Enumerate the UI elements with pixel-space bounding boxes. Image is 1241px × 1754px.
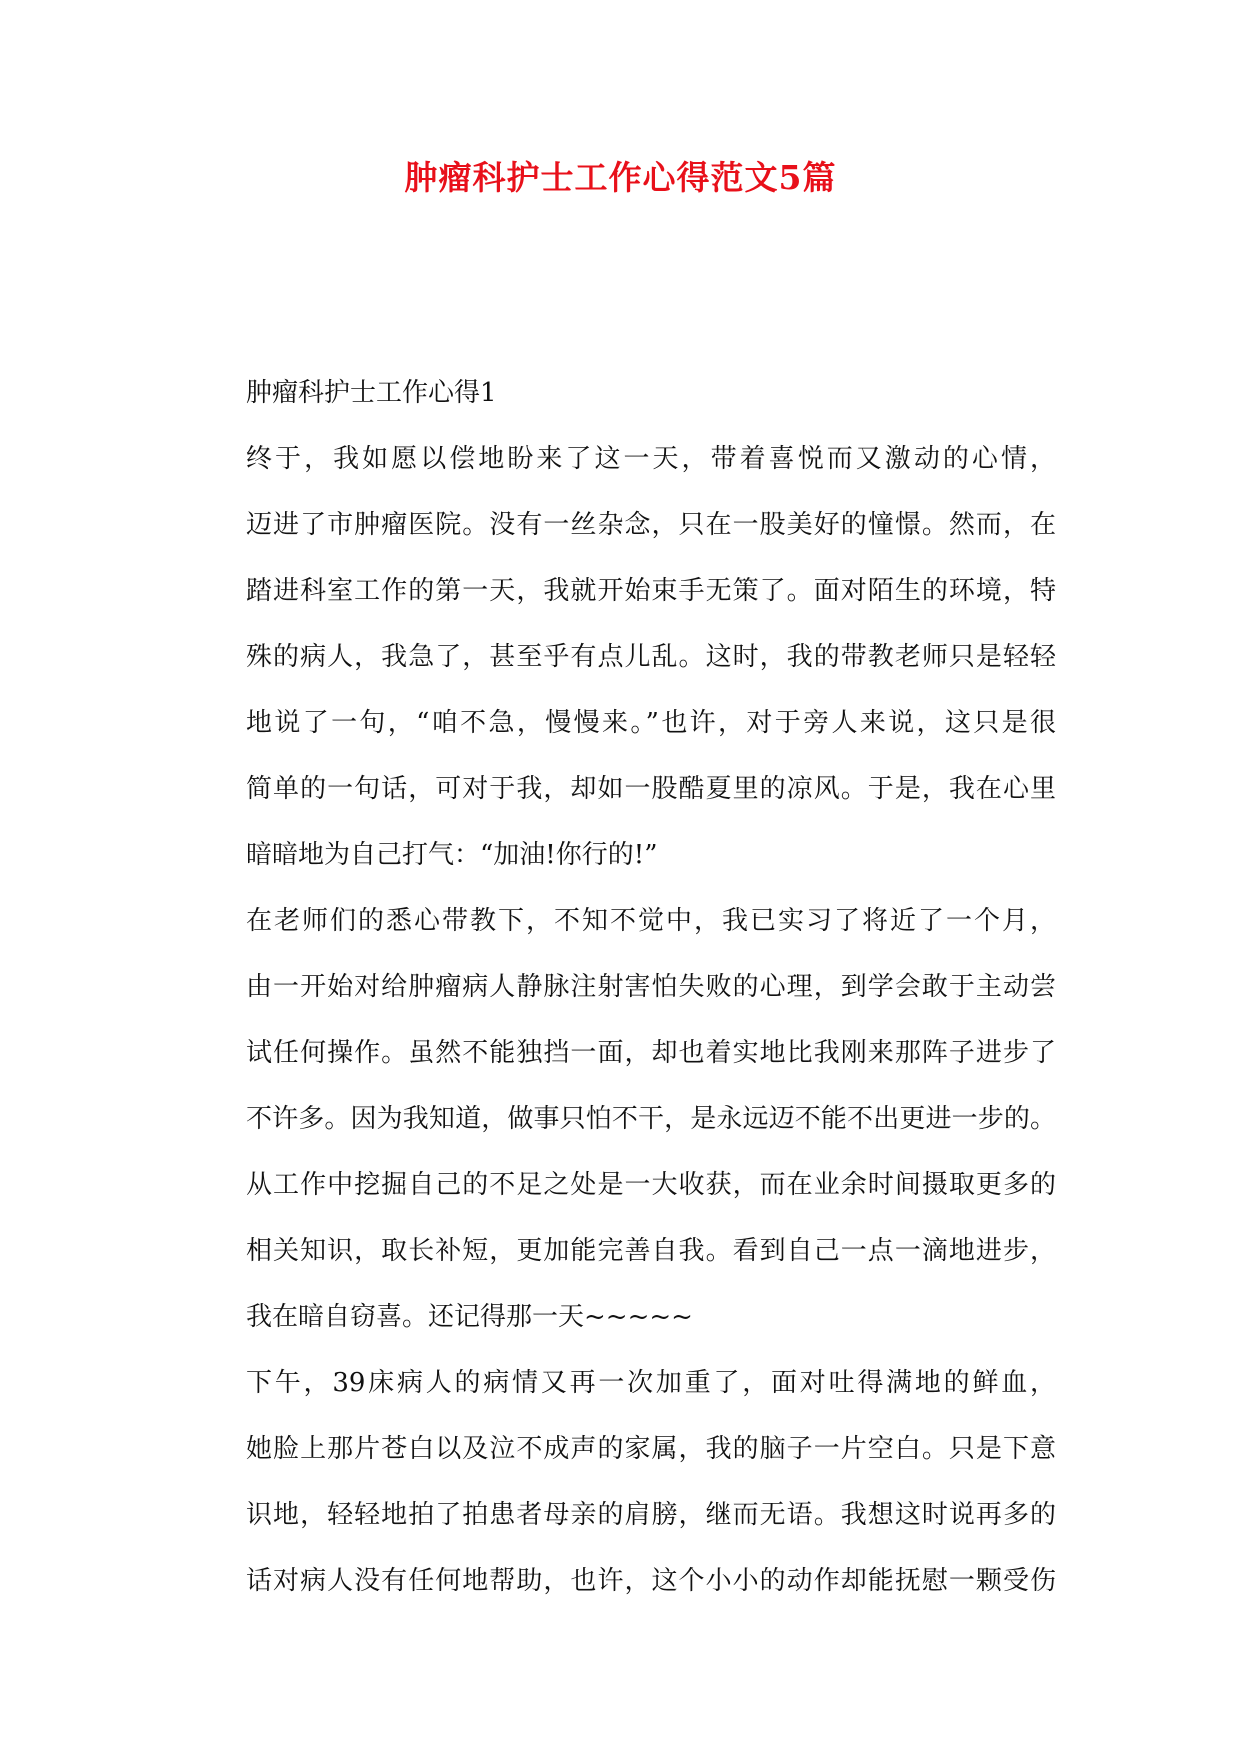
paragraph-1	[190, 426, 1056, 888]
paragraph-3	[190, 1350, 1056, 1614]
text-line: 她脸上那片苍白以及泣不成声的家属，我的脑子一片空白。只是下意	[246, 1434, 1056, 1464]
text-line: 试任何操作。虽然不能独挡一面，却也着实地比我刚来那阵子进步了	[246, 1038, 1056, 1068]
paragraph-2	[190, 888, 1056, 1350]
text-line: 不许多。因为我知道，做事只怕不干，是永远迈不能不出更进一步的。	[246, 1104, 1056, 1134]
section-heading: 肿瘤科护士工作心得1	[246, 378, 497, 408]
text-line: 迈进了市肿瘤医院。没有一丝杂念，只在一股美好的憧憬。然而，在	[246, 510, 1056, 540]
text-line: 话对病人没有任何地帮助，也许，这个小小的动作却能抚慰一颗受伤	[246, 1566, 1056, 1596]
text-line: 识地，轻轻地拍了拍患者母亲的肩膀，继而无语。我想这时说再多的	[246, 1500, 1056, 1530]
text-line: 由一开始对给肿瘤病人静脉注射害怕失败的心理，到学会敢于主动尝	[246, 972, 1056, 1002]
text-line: 相关知识，取长补短，更加能完善自我。看到自己一点一滴地进步，	[246, 1236, 1056, 1266]
text-line: 踏进科室工作的第一天，我就开始束手无策了。面对陌生的环境，特	[246, 576, 1056, 606]
document-body	[190, 360, 1056, 1614]
text-line: 在老师们的悉心带教下，不知不觉中，我已实习了将近了一个月，	[246, 906, 1056, 936]
document-title: 肿瘤科护士工作心得范文5篇	[404, 158, 837, 197]
text-line: 暗暗地为自己打气：“加油!你行的!”	[246, 840, 658, 870]
text-line: 从工作中挖掘自己的不足之处是一大收获，而在业余时间摄取更多的	[246, 1170, 1056, 1200]
text-line: 我在暗自窃喜。还记得那一天~~~~~	[246, 1302, 693, 1332]
text-line: 终于，我如愿以偿地盼来了这一天，带着喜悦而又激动的心情，	[246, 444, 1056, 474]
text-line: 殊的病人，我急了，甚至乎有点儿乱。这时，我的带教老师只是轻轻	[246, 642, 1056, 672]
text-line: 地说了一句，“咱不急，慢慢来。”也许，对于旁人来说，这只是很	[246, 708, 1056, 738]
text-line: 下午，39床病人的病情又再一次加重了，面对吐得满地的鲜血，	[246, 1368, 1056, 1398]
text-line: 简单的一句话，可对于我，却如一股酷夏里的凉风。于是，我在心里	[246, 774, 1056, 804]
